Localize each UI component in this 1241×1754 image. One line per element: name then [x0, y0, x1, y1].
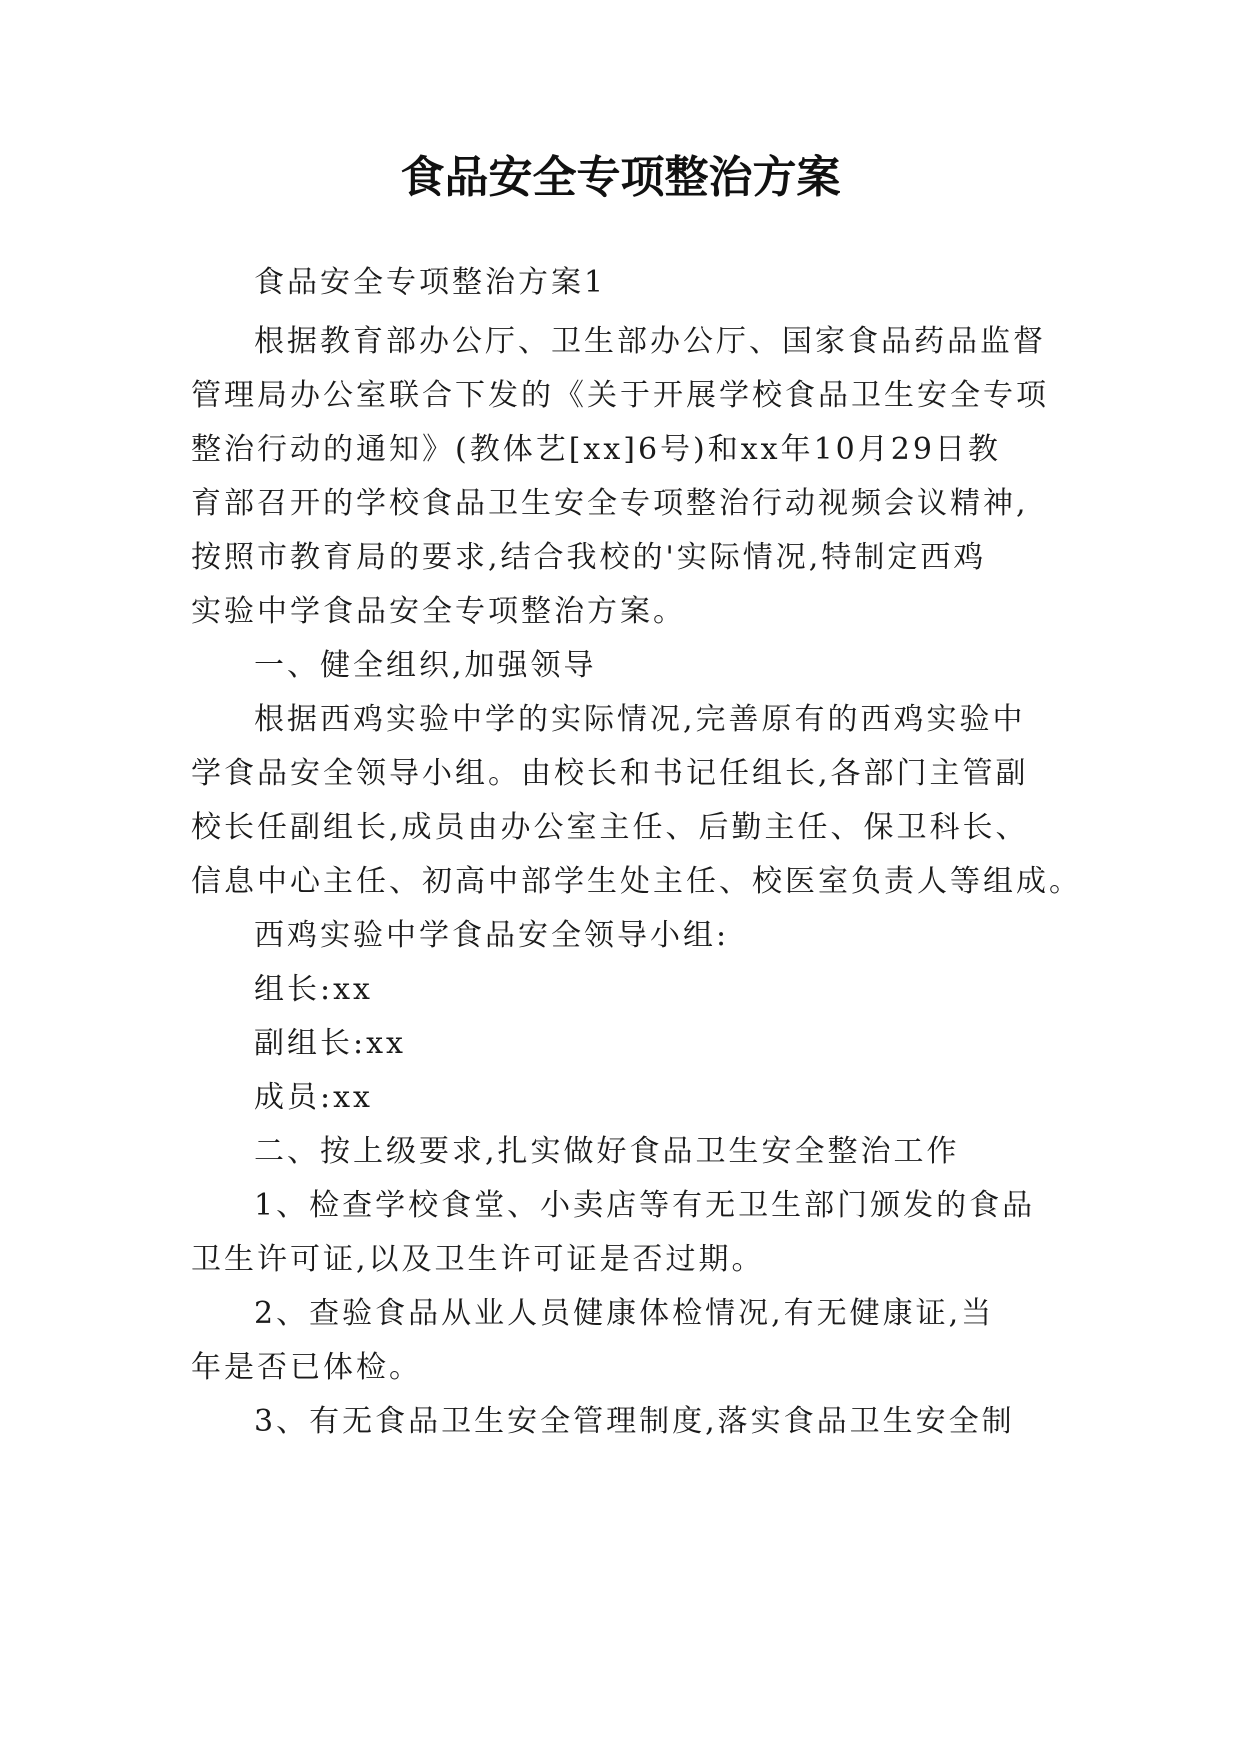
- paragraph-line: 管理局办公室联合下发的《关于开展学校食品卫生安全专项: [191, 378, 1049, 413]
- paragraph-line: 根据教育部办公厅、卫生部办公厅、国家食品药品监督: [254, 324, 1046, 359]
- member-line: 组长:xx: [254, 972, 373, 1007]
- paragraph-line: 年是否已体检。: [191, 1350, 422, 1385]
- paragraph-line: 1、检查学校食堂、小卖店等有无卫生部门颁发的食品: [254, 1188, 1036, 1223]
- paragraph-line: 按照市教育局的要求,结合我校的'实际情况,特制定西鸡: [191, 540, 987, 575]
- paragraph-line: 2、查验食品从业人员健康体检情况,有无健康证,当: [254, 1296, 995, 1331]
- section-heading: 一、健全组织,加强领导: [254, 648, 597, 683]
- section-heading: 二、按上级要求,扎实做好食品卫生安全整治工作: [254, 1134, 960, 1169]
- paragraph-line: 根据西鸡实验中学的实际情况,完善原有的西鸡实验中: [254, 702, 1026, 737]
- document-title: 食品安全专项整治方案: [400, 152, 841, 203]
- paragraph-line: 西鸡实验中学食品安全领导小组:: [254, 918, 730, 953]
- paragraph-line: 校长任副组长,成员由办公室主任、后勤主任、保卫科长、: [191, 810, 1029, 845]
- paragraph-line: 信息中心主任、初高中部学生处主任、校医室负责人等组成。: [191, 864, 1082, 899]
- member-line: 成员:xx: [254, 1080, 373, 1115]
- paragraph-line: 整治行动的通知》(教体艺[xx]6号)和xx年10月29日教: [191, 432, 1001, 467]
- member-line: 副组长:xx: [254, 1026, 406, 1061]
- paragraph-line: 学食品安全领导小组。由校长和书记任组长,各部门主管副: [191, 756, 1029, 791]
- paragraph-line: 3、有无食品卫生安全管理制度,落实食品卫生安全制: [254, 1404, 1015, 1439]
- paragraph-line: 卫生许可证,以及卫生许可证是否过期。: [191, 1242, 765, 1277]
- paragraph-line: 育部召开的学校食品卫生安全专项整治行动视频会议精神,: [191, 486, 1029, 521]
- paragraph-line: 实验中学食品安全专项整治方案。: [191, 594, 686, 629]
- section-heading: 食品安全专项整治方案1: [254, 265, 607, 300]
